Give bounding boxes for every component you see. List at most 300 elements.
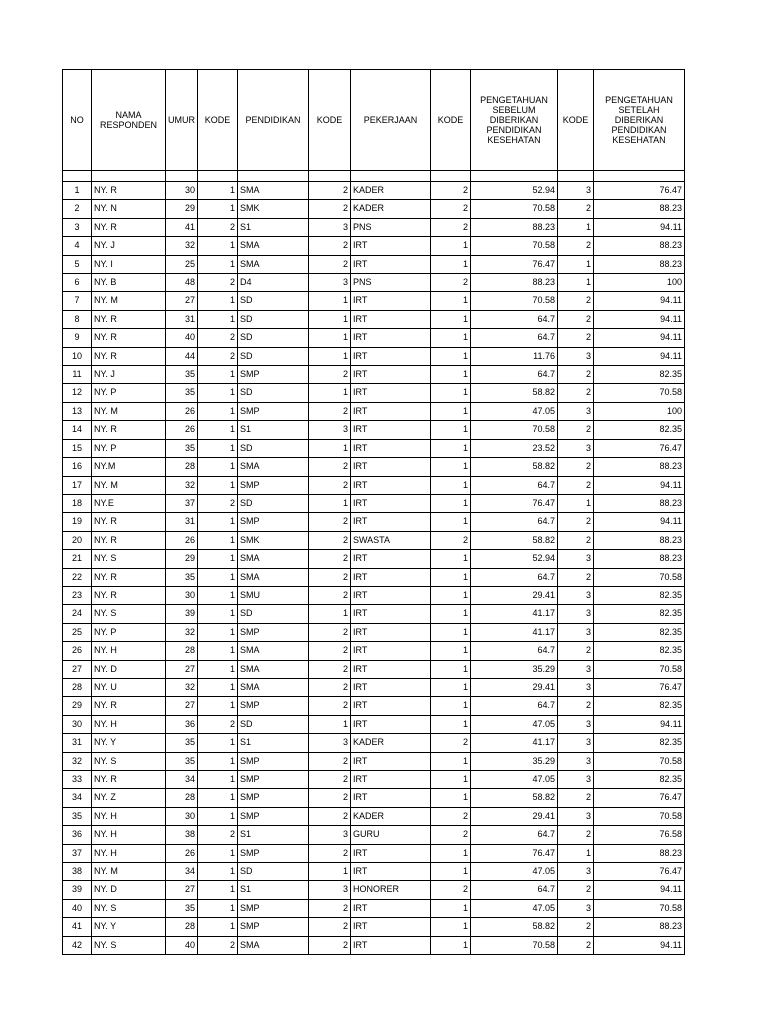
cell-nama: NY. U bbox=[92, 678, 166, 696]
cell-pengetahuan-setelah: 94.11 bbox=[594, 881, 685, 899]
cell-pendidikan: SMA bbox=[238, 255, 309, 273]
cell-kode-pekerjaan: 1 bbox=[431, 642, 471, 660]
cell-kode-pendidikan: 2 bbox=[309, 807, 351, 825]
cell-kode-pengetahuan: 2 bbox=[558, 384, 594, 402]
spacer-cell bbox=[471, 171, 558, 182]
cell-pengetahuan-sebelum: 64.7 bbox=[471, 881, 558, 899]
cell-no: 41 bbox=[63, 918, 92, 936]
cell-no: 39 bbox=[63, 881, 92, 899]
header-no: NO bbox=[63, 70, 92, 171]
cell-kode-pekerjaan: 1 bbox=[431, 458, 471, 476]
cell-nama: NY. R bbox=[92, 586, 166, 604]
header-pengetahuan-setelah: PENGETAHUAN SETELAH DIBERIKAN PENDIDIKAN KESEHATAN bbox=[594, 70, 685, 171]
cell-kode-pengetahuan: 2 bbox=[558, 881, 594, 899]
cell-pendidikan: SMP bbox=[238, 476, 309, 494]
table-row bbox=[63, 807, 685, 825]
table-row bbox=[63, 384, 685, 402]
cell-pengetahuan-setelah: 88.23 bbox=[594, 200, 685, 218]
cell-no: 24 bbox=[63, 605, 92, 623]
table-row bbox=[63, 605, 685, 623]
cell-umur: 34 bbox=[166, 863, 198, 881]
table-row bbox=[63, 274, 685, 292]
cell-kode-pendidikan: 3 bbox=[309, 274, 351, 292]
cell-pekerjaan: IRT bbox=[351, 384, 431, 402]
header-kode-pekerjaan: KODE bbox=[431, 70, 471, 171]
cell-kode-pekerjaan: 2 bbox=[431, 182, 471, 200]
cell-pengetahuan-setelah: 88.23 bbox=[594, 531, 685, 549]
cell-kode-pendidikan: 2 bbox=[309, 476, 351, 494]
cell-umur: 35 bbox=[166, 384, 198, 402]
cell-no: 35 bbox=[63, 807, 92, 825]
cell-kode-pekerjaan: 2 bbox=[431, 881, 471, 899]
cell-kode-pengetahuan: 1 bbox=[558, 844, 594, 862]
cell-pendidikan: SMP bbox=[238, 771, 309, 789]
table-row bbox=[63, 182, 685, 200]
cell-kode-umur: 1 bbox=[198, 531, 238, 549]
table-row bbox=[63, 494, 685, 512]
cell-umur: 35 bbox=[166, 439, 198, 457]
cell-kode-pekerjaan: 1 bbox=[431, 439, 471, 457]
cell-pengetahuan-setelah: 82.35 bbox=[594, 697, 685, 715]
cell-kode-pengetahuan: 2 bbox=[558, 200, 594, 218]
cell-nama: NY. R bbox=[92, 329, 166, 347]
cell-kode-pendidikan: 3 bbox=[309, 421, 351, 439]
cell-pengetahuan-sebelum: 88.23 bbox=[471, 218, 558, 236]
cell-pengetahuan-sebelum: 64.7 bbox=[471, 826, 558, 844]
cell-kode-pekerjaan: 1 bbox=[431, 789, 471, 807]
cell-nama: NY. R bbox=[92, 697, 166, 715]
cell-pengetahuan-sebelum: 41.17 bbox=[471, 605, 558, 623]
cell-kode-pengetahuan: 2 bbox=[558, 642, 594, 660]
cell-pengetahuan-setelah: 76.47 bbox=[594, 678, 685, 696]
table-row bbox=[63, 347, 685, 365]
header-pengetahuan-sebelum: PENGETAHUAN SEBELUM DIBERIKAN PENDIDIKAN KESEHATAN bbox=[471, 70, 558, 171]
cell-umur: 32 bbox=[166, 476, 198, 494]
cell-pekerjaan: KADER bbox=[351, 807, 431, 825]
spacer-cell bbox=[594, 171, 685, 182]
cell-kode-umur: 2 bbox=[198, 329, 238, 347]
cell-pendidikan: SMA bbox=[238, 458, 309, 476]
cell-pendidikan: SMA bbox=[238, 550, 309, 568]
table-row bbox=[63, 255, 685, 273]
cell-nama: NY. S bbox=[92, 605, 166, 623]
cell-kode-umur: 1 bbox=[198, 844, 238, 862]
cell-kode-umur: 1 bbox=[198, 734, 238, 752]
cell-pengetahuan-setelah: 70.58 bbox=[594, 899, 685, 917]
cell-pengetahuan-setelah: 88.23 bbox=[594, 918, 685, 936]
cell-pengetahuan-sebelum: 70.58 bbox=[471, 421, 558, 439]
cell-nama: NY. M bbox=[92, 402, 166, 420]
table-row bbox=[63, 678, 685, 696]
cell-pendidikan: S1 bbox=[238, 218, 309, 236]
cell-kode-pengetahuan: 2 bbox=[558, 292, 594, 310]
cell-kode-pendidikan: 2 bbox=[309, 789, 351, 807]
cell-nama: NY. D bbox=[92, 881, 166, 899]
cell-no: 19 bbox=[63, 513, 92, 531]
cell-pengetahuan-sebelum: 47.05 bbox=[471, 715, 558, 733]
cell-pendidikan: SMK bbox=[238, 531, 309, 549]
cell-no: 33 bbox=[63, 771, 92, 789]
cell-pengetahuan-setelah: 94.11 bbox=[594, 936, 685, 954]
cell-pekerjaan: IRT bbox=[351, 494, 431, 512]
cell-kode-pekerjaan: 2 bbox=[431, 734, 471, 752]
cell-nama: NY. R bbox=[92, 568, 166, 586]
cell-kode-umur: 1 bbox=[198, 642, 238, 660]
table-row bbox=[63, 918, 685, 936]
cell-kode-pendidikan: 2 bbox=[309, 182, 351, 200]
table-row bbox=[63, 771, 685, 789]
cell-kode-pendidikan: 2 bbox=[309, 844, 351, 862]
cell-kode-umur: 2 bbox=[198, 826, 238, 844]
table-row bbox=[63, 899, 685, 917]
cell-pekerjaan: IRT bbox=[351, 899, 431, 917]
cell-no: 12 bbox=[63, 384, 92, 402]
table-row bbox=[63, 292, 685, 310]
cell-kode-pengetahuan: 3 bbox=[558, 807, 594, 825]
cell-umur: 40 bbox=[166, 329, 198, 347]
cell-pengetahuan-sebelum: 41.17 bbox=[471, 734, 558, 752]
table-row bbox=[63, 697, 685, 715]
cell-no: 27 bbox=[63, 660, 92, 678]
cell-pengetahuan-setelah: 82.35 bbox=[594, 734, 685, 752]
cell-umur: 31 bbox=[166, 513, 198, 531]
cell-pengetahuan-sebelum: 29.41 bbox=[471, 807, 558, 825]
cell-umur: 31 bbox=[166, 310, 198, 328]
cell-nama: NY. I bbox=[92, 255, 166, 273]
cell-umur: 34 bbox=[166, 771, 198, 789]
cell-kode-umur: 1 bbox=[198, 458, 238, 476]
cell-pekerjaan: HONORER bbox=[351, 881, 431, 899]
cell-kode-pengetahuan: 3 bbox=[558, 771, 594, 789]
cell-nama: NY. S bbox=[92, 752, 166, 770]
cell-pengetahuan-setelah: 88.23 bbox=[594, 494, 685, 512]
cell-kode-umur: 1 bbox=[198, 918, 238, 936]
cell-pendidikan: SMP bbox=[238, 623, 309, 641]
cell-kode-pekerjaan: 1 bbox=[431, 863, 471, 881]
cell-kode-pekerjaan: 1 bbox=[431, 715, 471, 733]
header-kode-pendidikan: KODE bbox=[309, 70, 351, 171]
cell-kode-pendidikan: 1 bbox=[309, 310, 351, 328]
cell-kode-pekerjaan: 1 bbox=[431, 660, 471, 678]
cell-kode-pendidikan: 1 bbox=[309, 863, 351, 881]
cell-umur: 48 bbox=[166, 274, 198, 292]
cell-kode-pengetahuan: 3 bbox=[558, 550, 594, 568]
cell-pengetahuan-setelah: 70.58 bbox=[594, 660, 685, 678]
table-body bbox=[63, 171, 685, 955]
cell-pengetahuan-sebelum: 47.05 bbox=[471, 771, 558, 789]
cell-no: 6 bbox=[63, 274, 92, 292]
cell-no: 25 bbox=[63, 623, 92, 641]
cell-kode-pendidikan: 1 bbox=[309, 715, 351, 733]
cell-umur: 30 bbox=[166, 586, 198, 604]
cell-no: 18 bbox=[63, 494, 92, 512]
cell-pendidikan: SMK bbox=[238, 200, 309, 218]
cell-no: 28 bbox=[63, 678, 92, 696]
cell-pendidikan: SD bbox=[238, 863, 309, 881]
cell-pekerjaan: IRT bbox=[351, 771, 431, 789]
cell-kode-umur: 1 bbox=[198, 568, 238, 586]
cell-kode-pengetahuan: 3 bbox=[558, 347, 594, 365]
spacer-row bbox=[63, 171, 685, 182]
cell-kode-umur: 1 bbox=[198, 182, 238, 200]
cell-kode-pekerjaan: 1 bbox=[431, 237, 471, 255]
cell-umur: 32 bbox=[166, 623, 198, 641]
table-row bbox=[63, 623, 685, 641]
header-umur: UMUR bbox=[166, 70, 198, 171]
cell-kode-pendidikan: 3 bbox=[309, 734, 351, 752]
cell-kode-pekerjaan: 2 bbox=[431, 200, 471, 218]
cell-kode-pekerjaan: 1 bbox=[431, 292, 471, 310]
cell-kode-pekerjaan: 1 bbox=[431, 586, 471, 604]
cell-umur: 38 bbox=[166, 826, 198, 844]
cell-no: 3 bbox=[63, 218, 92, 236]
cell-nama: NY.M bbox=[92, 458, 166, 476]
cell-kode-pendidikan: 2 bbox=[309, 513, 351, 531]
cell-kode-umur: 1 bbox=[198, 899, 238, 917]
cell-kode-pendidikan: 2 bbox=[309, 697, 351, 715]
cell-pengetahuan-setelah: 88.23 bbox=[594, 844, 685, 862]
cell-kode-pengetahuan: 1 bbox=[558, 218, 594, 236]
table-row bbox=[63, 568, 685, 586]
cell-pendidikan: SMA bbox=[238, 660, 309, 678]
cell-pengetahuan-setelah: 82.35 bbox=[594, 421, 685, 439]
cell-umur: 26 bbox=[166, 531, 198, 549]
cell-kode-pekerjaan: 1 bbox=[431, 899, 471, 917]
cell-kode-pengetahuan: 2 bbox=[558, 697, 594, 715]
cell-pengetahuan-setelah: 88.23 bbox=[594, 458, 685, 476]
spacer-cell bbox=[558, 171, 594, 182]
cell-pengetahuan-sebelum: 70.58 bbox=[471, 237, 558, 255]
cell-umur: 40 bbox=[166, 936, 198, 954]
cell-nama: NY. R bbox=[92, 513, 166, 531]
table-row bbox=[63, 844, 685, 862]
cell-pendidikan: SD bbox=[238, 310, 309, 328]
cell-umur: 26 bbox=[166, 402, 198, 420]
cell-umur: 35 bbox=[166, 734, 198, 752]
cell-pengetahuan-setelah: 82.35 bbox=[594, 586, 685, 604]
cell-pengetahuan-sebelum: 58.82 bbox=[471, 789, 558, 807]
spacer-cell bbox=[166, 171, 198, 182]
cell-umur: 28 bbox=[166, 789, 198, 807]
cell-nama: NY. R bbox=[92, 218, 166, 236]
cell-pekerjaan: IRT bbox=[351, 752, 431, 770]
cell-kode-pekerjaan: 1 bbox=[431, 605, 471, 623]
cell-nama: NY.E bbox=[92, 494, 166, 512]
cell-kode-pengetahuan: 3 bbox=[558, 182, 594, 200]
cell-nama: NY. R bbox=[92, 531, 166, 549]
cell-pekerjaan: IRT bbox=[351, 476, 431, 494]
cell-pendidikan: SMA bbox=[238, 642, 309, 660]
cell-nama: NY. P bbox=[92, 384, 166, 402]
cell-nama: NY. R bbox=[92, 347, 166, 365]
cell-kode-pekerjaan: 2 bbox=[431, 531, 471, 549]
cell-kode-pendidikan: 2 bbox=[309, 642, 351, 660]
spacer-cell bbox=[431, 171, 471, 182]
cell-kode-pendidikan: 2 bbox=[309, 936, 351, 954]
cell-pendidikan: SMP bbox=[238, 366, 309, 384]
cell-no: 9 bbox=[63, 329, 92, 347]
table-row bbox=[63, 329, 685, 347]
cell-kode-umur: 1 bbox=[198, 623, 238, 641]
cell-kode-pendidikan: 2 bbox=[309, 531, 351, 549]
cell-kode-pekerjaan: 1 bbox=[431, 844, 471, 862]
cell-no: 8 bbox=[63, 310, 92, 328]
cell-pekerjaan: IRT bbox=[351, 458, 431, 476]
cell-kode-pengetahuan: 2 bbox=[558, 918, 594, 936]
cell-nama: NY. S bbox=[92, 550, 166, 568]
cell-kode-umur: 1 bbox=[198, 789, 238, 807]
cell-kode-pengetahuan: 1 bbox=[558, 274, 594, 292]
header-kode-pengetahuan: KODE bbox=[558, 70, 594, 171]
cell-nama: NY. J bbox=[92, 366, 166, 384]
cell-pengetahuan-setelah: 88.23 bbox=[594, 550, 685, 568]
cell-nama: NY. H bbox=[92, 826, 166, 844]
cell-pendidikan: SMU bbox=[238, 586, 309, 604]
cell-pekerjaan: IRT bbox=[351, 678, 431, 696]
cell-umur: 30 bbox=[166, 807, 198, 825]
cell-pengetahuan-setelah: 88.23 bbox=[594, 255, 685, 273]
cell-umur: 27 bbox=[166, 660, 198, 678]
table-row bbox=[63, 734, 685, 752]
cell-nama: NY. M bbox=[92, 863, 166, 881]
cell-pengetahuan-sebelum: 76.47 bbox=[471, 255, 558, 273]
cell-pendidikan: SMP bbox=[238, 918, 309, 936]
cell-no: 13 bbox=[63, 402, 92, 420]
cell-umur: 26 bbox=[166, 421, 198, 439]
cell-pekerjaan: KADER bbox=[351, 200, 431, 218]
cell-pekerjaan: KADER bbox=[351, 182, 431, 200]
cell-kode-pengetahuan: 3 bbox=[558, 402, 594, 420]
cell-pekerjaan: IRT bbox=[351, 605, 431, 623]
cell-pengetahuan-sebelum: 11.76 bbox=[471, 347, 558, 365]
cell-no: 22 bbox=[63, 568, 92, 586]
cell-pekerjaan: IRT bbox=[351, 513, 431, 531]
cell-kode-pendidikan: 2 bbox=[309, 200, 351, 218]
cell-pengetahuan-sebelum: 64.7 bbox=[471, 476, 558, 494]
cell-kode-pengetahuan: 2 bbox=[558, 366, 594, 384]
cell-pengetahuan-setelah: 76.47 bbox=[594, 863, 685, 881]
cell-no: 40 bbox=[63, 899, 92, 917]
cell-pendidikan: S1 bbox=[238, 881, 309, 899]
cell-kode-umur: 1 bbox=[198, 439, 238, 457]
table-row bbox=[63, 200, 685, 218]
cell-pekerjaan: PNS bbox=[351, 274, 431, 292]
cell-kode-pekerjaan: 2 bbox=[431, 807, 471, 825]
cell-pengetahuan-sebelum: 64.7 bbox=[471, 568, 558, 586]
cell-pengetahuan-setelah: 100 bbox=[594, 274, 685, 292]
table-row bbox=[63, 789, 685, 807]
table-row bbox=[63, 421, 685, 439]
cell-kode-pengetahuan: 3 bbox=[558, 660, 594, 678]
cell-pengetahuan-setelah: 76.47 bbox=[594, 182, 685, 200]
cell-pengetahuan-setelah: 82.35 bbox=[594, 771, 685, 789]
cell-kode-pendidikan: 3 bbox=[309, 218, 351, 236]
cell-pengetahuan-setelah: 76.47 bbox=[594, 789, 685, 807]
cell-pengetahuan-setelah: 94.11 bbox=[594, 310, 685, 328]
cell-kode-umur: 1 bbox=[198, 807, 238, 825]
cell-pendidikan: SD bbox=[238, 384, 309, 402]
cell-pendidikan: SD bbox=[238, 715, 309, 733]
header-pekerjaan: PEKERJAAN bbox=[351, 70, 431, 171]
header-kode-umur: KODE bbox=[198, 70, 238, 171]
cell-no: 30 bbox=[63, 715, 92, 733]
table-row bbox=[63, 402, 685, 420]
cell-kode-pengetahuan: 3 bbox=[558, 863, 594, 881]
cell-pengetahuan-setelah: 76.58 bbox=[594, 826, 685, 844]
table-row bbox=[63, 458, 685, 476]
cell-pendidikan: SD bbox=[238, 347, 309, 365]
cell-umur: 32 bbox=[166, 678, 198, 696]
cell-kode-pendidikan: 2 bbox=[309, 237, 351, 255]
cell-pengetahuan-sebelum: 58.82 bbox=[471, 918, 558, 936]
cell-nama: NY. M bbox=[92, 292, 166, 310]
cell-kode-umur: 1 bbox=[198, 660, 238, 678]
cell-kode-pekerjaan: 1 bbox=[431, 936, 471, 954]
cell-kode-pekerjaan: 1 bbox=[431, 402, 471, 420]
cell-kode-pendidikan: 3 bbox=[309, 881, 351, 899]
cell-nama: NY. Z bbox=[92, 789, 166, 807]
table-row bbox=[63, 550, 685, 568]
cell-kode-pendidikan: 2 bbox=[309, 918, 351, 936]
cell-pendidikan: SD bbox=[238, 439, 309, 457]
cell-kode-pengetahuan: 3 bbox=[558, 439, 594, 457]
cell-kode-pendidikan: 2 bbox=[309, 402, 351, 420]
cell-no: 11 bbox=[63, 366, 92, 384]
cell-pekerjaan: SWASTA bbox=[351, 531, 431, 549]
table-row bbox=[63, 531, 685, 549]
header-nama-responden: NAMA RESPONDEN bbox=[92, 70, 166, 171]
cell-pekerjaan: IRT bbox=[351, 421, 431, 439]
cell-no: 15 bbox=[63, 439, 92, 457]
cell-kode-pekerjaan: 1 bbox=[431, 476, 471, 494]
cell-kode-pekerjaan: 1 bbox=[431, 384, 471, 402]
cell-kode-pekerjaan: 1 bbox=[431, 623, 471, 641]
cell-pengetahuan-setelah: 82.35 bbox=[594, 605, 685, 623]
cell-pekerjaan: IRT bbox=[351, 936, 431, 954]
cell-pekerjaan: IRT bbox=[351, 623, 431, 641]
cell-kode-umur: 2 bbox=[198, 274, 238, 292]
header-pendidikan: PENDIDIKAN bbox=[238, 70, 309, 171]
cell-pengetahuan-sebelum: 70.58 bbox=[471, 292, 558, 310]
cell-kode-pendidikan: 1 bbox=[309, 384, 351, 402]
cell-umur: 35 bbox=[166, 568, 198, 586]
cell-pendidikan: SMA bbox=[238, 568, 309, 586]
cell-pengetahuan-setelah: 94.11 bbox=[594, 329, 685, 347]
cell-kode-pengetahuan: 2 bbox=[558, 568, 594, 586]
cell-pekerjaan: IRT bbox=[351, 844, 431, 862]
cell-kode-umur: 1 bbox=[198, 292, 238, 310]
cell-pengetahuan-sebelum: 64.7 bbox=[471, 366, 558, 384]
cell-kode-umur: 1 bbox=[198, 421, 238, 439]
cell-no: 31 bbox=[63, 734, 92, 752]
cell-pengetahuan-setelah: 82.35 bbox=[594, 642, 685, 660]
cell-pengetahuan-setelah: 94.11 bbox=[594, 513, 685, 531]
cell-kode-pengetahuan: 2 bbox=[558, 476, 594, 494]
cell-kode-umur: 1 bbox=[198, 550, 238, 568]
cell-nama: NY. D bbox=[92, 660, 166, 678]
cell-pengetahuan-sebelum: 64.7 bbox=[471, 310, 558, 328]
cell-no: 29 bbox=[63, 697, 92, 715]
cell-pengetahuan-setelah: 76.47 bbox=[594, 439, 685, 457]
cell-kode-umur: 1 bbox=[198, 237, 238, 255]
table-row bbox=[63, 660, 685, 678]
cell-kode-pekerjaan: 2 bbox=[431, 218, 471, 236]
cell-pendidikan: SMA bbox=[238, 678, 309, 696]
cell-pekerjaan: IRT bbox=[351, 329, 431, 347]
cell-kode-umur: 2 bbox=[198, 936, 238, 954]
cell-pendidikan: SMP bbox=[238, 513, 309, 531]
cell-umur: 29 bbox=[166, 200, 198, 218]
